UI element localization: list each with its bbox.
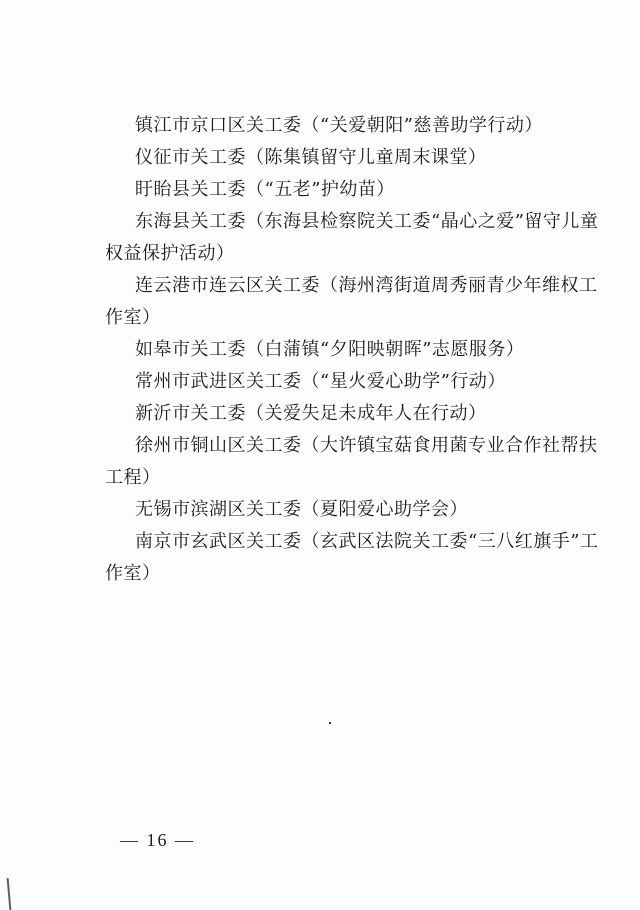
entry-line: 徐州市铜山区关工委（大许镇宝菇食用菌专业合作社帮扶 [135,435,598,456]
entry-line: 东海县关工委（东海县检察院关工委“晶心之爱”留守儿童 [135,211,599,232]
list-item [105,526,605,590]
entry-line: 如皋市关工委（白蒲镇“夕阳映朝晖”志愿服务） [135,339,525,360]
entry-line: 仪征市关工委（陈集镇留守儿童周末课堂） [135,147,487,168]
list-item [105,334,605,366]
entry-line: 盱眙县关工委（“五老”护幼苗） [135,179,395,200]
entry-line: 无锡市滨湖区关工委（夏阳爱心助学会） [135,499,468,520]
list-item [105,494,605,526]
list-item [105,110,605,142]
entry-line-continued: 作室） [105,307,161,328]
entry-line: 常州市武进区关工委（“星火爱心助学”行动） [135,371,506,392]
list-item [105,270,605,334]
entry-line: 南京市玄武区关工委（玄武区法院关工委“三八红旗手”工 [135,531,599,552]
list-item [105,398,605,430]
entry-line: 镇江市京口区关工委（“关爱朝阳”慈善助学行动） [135,115,543,136]
entry-line-continued: 工程） [105,467,161,488]
list-item [105,366,605,398]
entry-line-continued: 权益保护活动） [105,243,235,264]
entry-line-continued: 作室） [105,563,161,584]
entry-list [105,110,605,590]
list-item [105,174,605,206]
entry-line: 连云港市连云区关工委（海州湾街道周秀丽青少年维权工 [135,275,598,296]
scan-dot [329,722,331,724]
entry-line: 新沂市关工委（关爱失足未成年人在行动） [135,403,487,424]
page-number: — 16 — [120,830,195,850]
list-item [105,430,605,494]
scan-edge-mark [7,878,12,910]
list-item [105,206,605,270]
list-item [105,142,605,174]
